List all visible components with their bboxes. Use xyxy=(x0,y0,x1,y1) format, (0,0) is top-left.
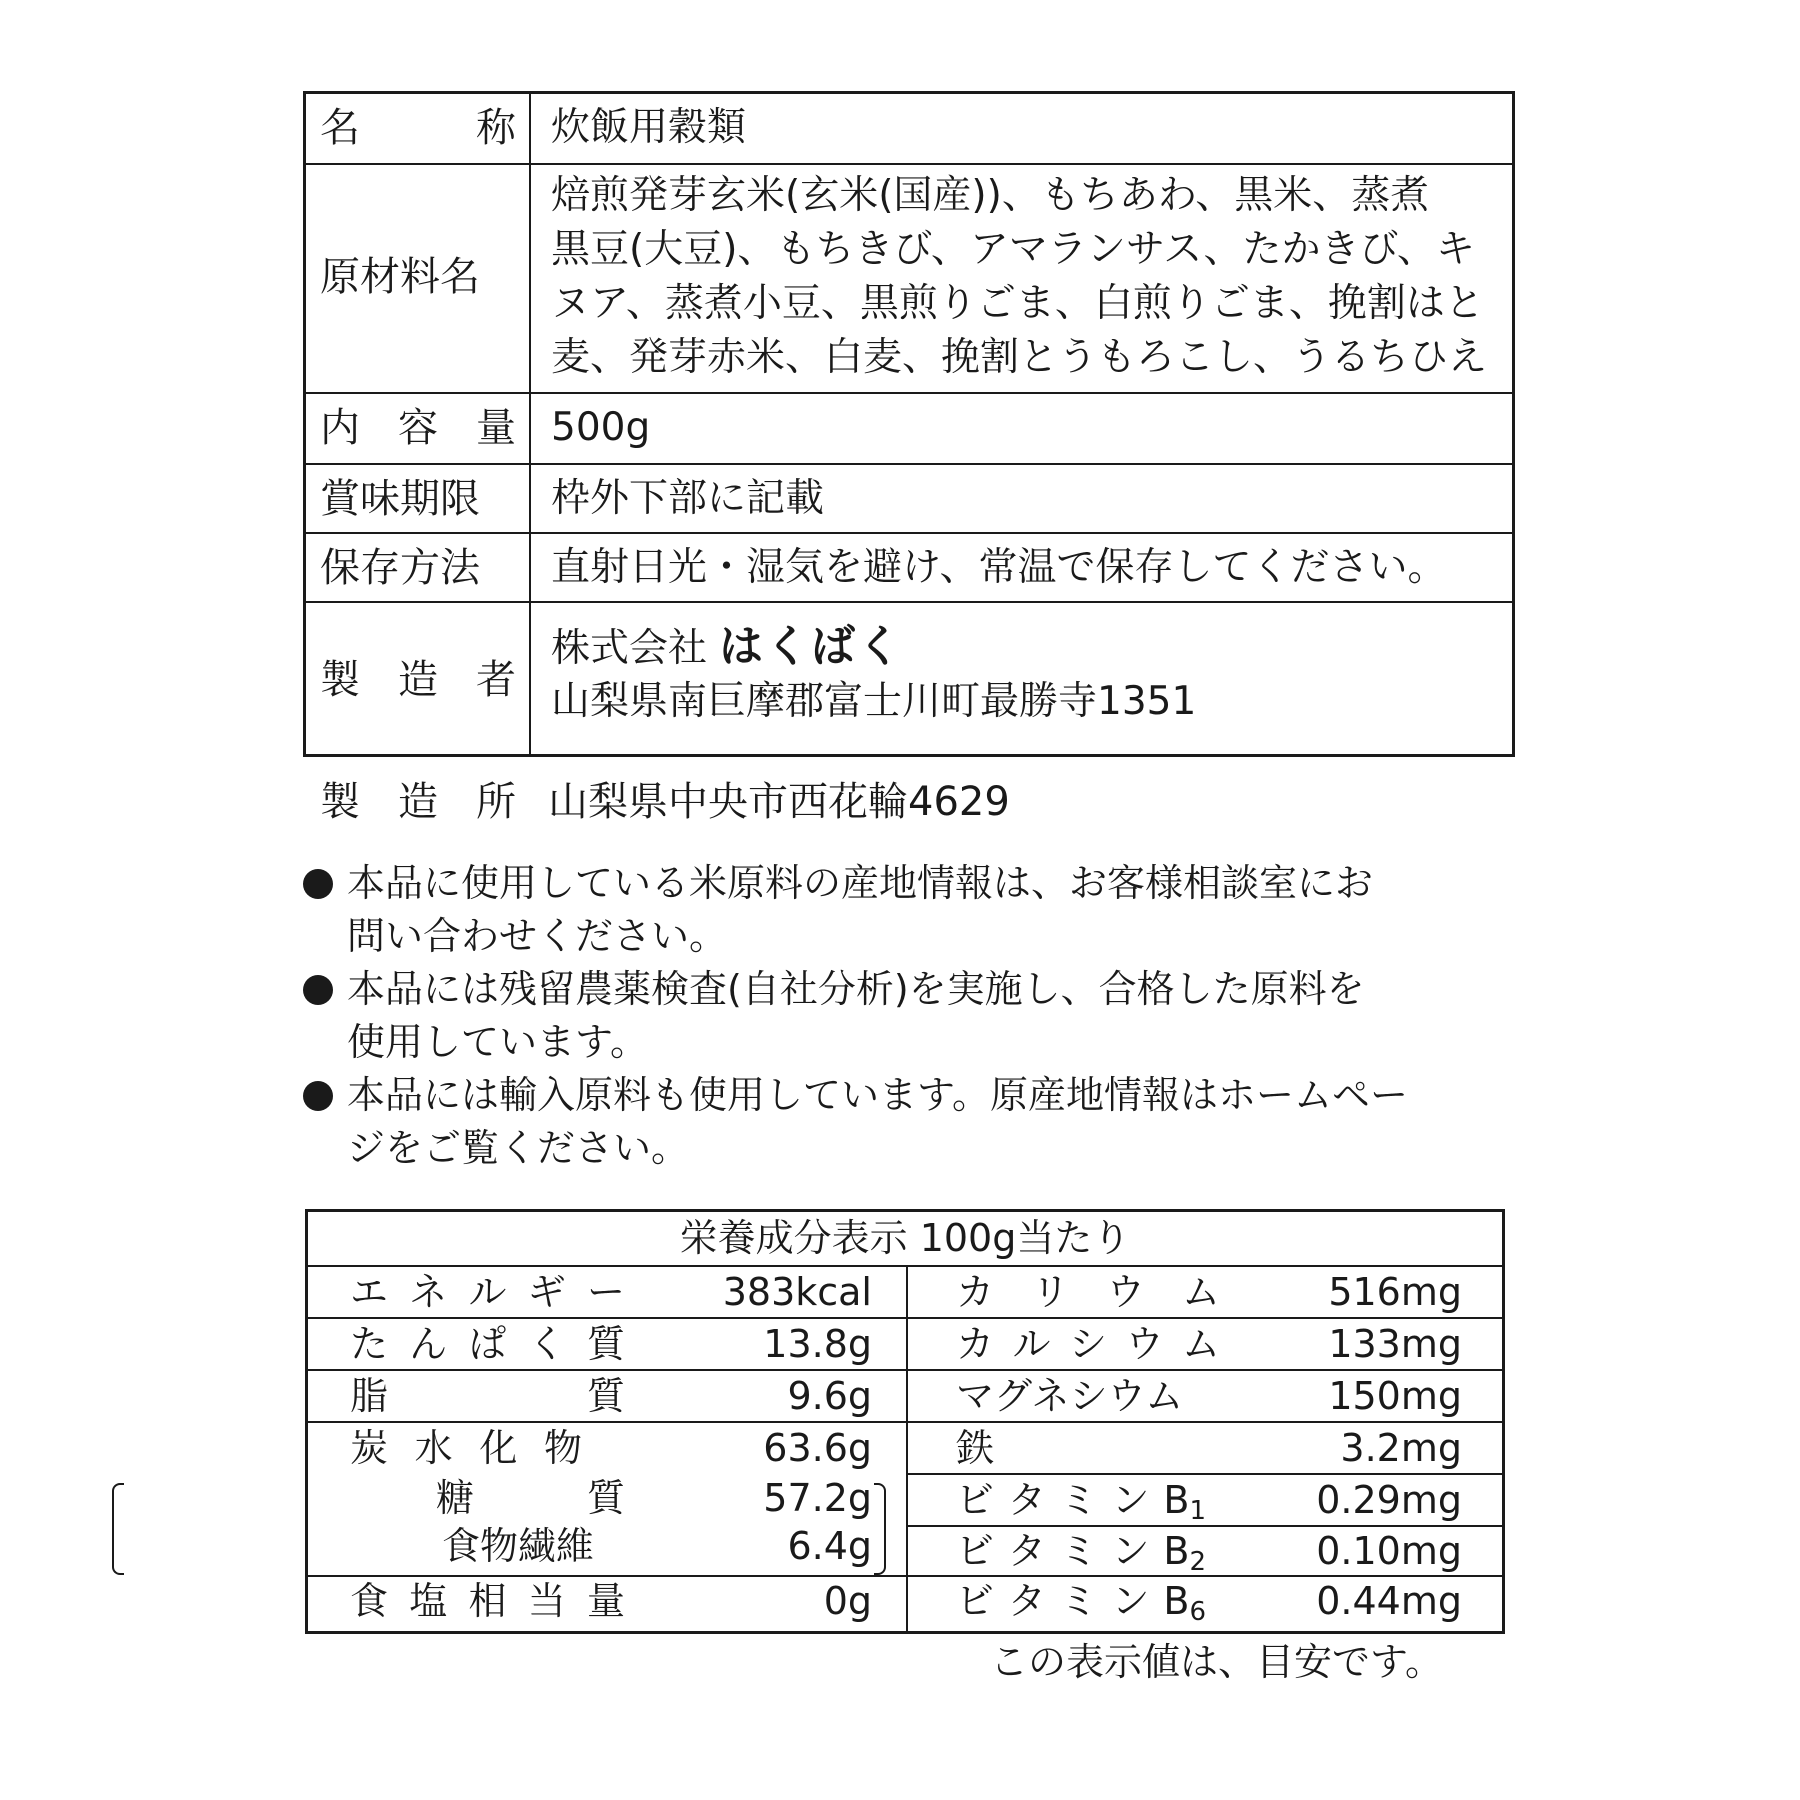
bullet-icon xyxy=(303,975,333,1005)
nutrient-label-vitamin-b1: ビ タ ミ ン $B_1$ xyxy=(956,1478,1206,1526)
nutrient-value-vitamin-b2: 0.10mg xyxy=(1316,1529,1462,1573)
bracket-left xyxy=(112,1483,124,1575)
label-table xyxy=(303,91,1515,757)
nutrient-label-energy: エ ネ ル ギ ー xyxy=(350,1270,625,1314)
nutrient-label-magnesium: マグネシウム xyxy=(956,1374,1184,1418)
nutrient-label-calcium: カ ル シ ウ ム xyxy=(956,1322,1220,1366)
note-item xyxy=(303,963,1523,1069)
row-divider xyxy=(906,1473,1502,1475)
note-line: ジをご覧ください。 xyxy=(347,1126,690,1170)
label-name: 名 称 xyxy=(320,105,516,151)
brand-logo: はくばく xyxy=(719,621,904,672)
factory-label: 製 造 所 xyxy=(320,779,516,825)
value-maker-address: 山梨県南巨摩郡富士川町最勝寺1351 xyxy=(551,679,1197,724)
value-storage: 直射日光・湿気を避け、常温で保存してください。 xyxy=(551,545,1447,590)
bracket-right xyxy=(874,1483,886,1575)
row-divider xyxy=(308,1421,1502,1423)
nutrient-value-salt: 0g xyxy=(823,1579,872,1623)
nutrient-value-vitamin-b1: 0.29mg xyxy=(1316,1478,1462,1522)
nutrient-label-fat: 脂 質 xyxy=(350,1374,625,1418)
factory-address: 山梨県中央市西花輪4629 xyxy=(548,779,1010,825)
nutrient-value-calcium: 133mg xyxy=(1328,1322,1462,1366)
ingredients-line: 黒豆(大豆)、もちきび、アマランサス、たかきび、キ xyxy=(551,227,1475,272)
company-type: 株式会社 xyxy=(551,626,708,671)
nutrient-label-sugar: 糖 質 xyxy=(436,1476,625,1520)
bullet-icon xyxy=(303,869,333,899)
nutrient-label-carbs: 炭 水 化 物 xyxy=(350,1426,582,1470)
nutrient-value-iron: 3.2mg xyxy=(1340,1426,1462,1470)
nutrient-value-potassium: 516mg xyxy=(1328,1270,1462,1314)
value-ingredients xyxy=(551,169,1498,385)
nutrient-label-vitamin-b6: ビ タ ミ ン $B_6$ xyxy=(956,1579,1206,1627)
row-storage xyxy=(306,534,1512,603)
row-divider xyxy=(308,1369,1502,1371)
nutrient-value-vitamin-b6: 0.44mg xyxy=(1316,1579,1462,1623)
nutrition-footnote: この表示値は、目安です。 xyxy=(990,1640,1443,1684)
row-divider xyxy=(308,1317,1502,1319)
nutrient-label-vitamin-b2: ビ タ ミ ン $B_2$ xyxy=(956,1529,1206,1577)
bullet-icon xyxy=(303,1081,333,1111)
row-ingredients xyxy=(306,165,1512,394)
ingredients-line: 麦、発芽赤米、白麦、挽割とうもろこし、うるちひえ xyxy=(551,335,1488,380)
note-line: 使用しています。 xyxy=(347,1020,648,1064)
nutrient-value-magnesium: 150mg xyxy=(1328,1374,1462,1418)
nutrition-table xyxy=(305,1209,1505,1634)
row-name xyxy=(306,94,1512,165)
row-best-before xyxy=(306,465,1512,534)
nutrient-value-energy: 383kcal xyxy=(722,1270,872,1314)
label-ingredients: 原材料名 xyxy=(320,254,480,300)
ingredients-line: ヌア、蒸煮小豆、黒煎りごま、白煎りごま、挽割はと xyxy=(551,281,1484,326)
label-content: 内 容 量 xyxy=(320,405,516,451)
note-item xyxy=(303,857,1523,963)
nutrient-value-fat: 9.6g xyxy=(787,1374,872,1418)
note-item xyxy=(303,1069,1523,1175)
ingredients-line: 焙煎発芽玄米(玄米(国産))、もちあわ、黒米、蒸煮 xyxy=(551,173,1430,218)
nutrition-title: 栄養成分表示 100g当たり xyxy=(308,1212,1502,1267)
nutrient-value-carbs: 63.6g xyxy=(763,1426,872,1470)
value-content: 500g xyxy=(551,405,651,450)
label-best-before: 賞味期限 xyxy=(320,476,480,522)
row-maker xyxy=(306,603,1512,757)
nutrient-label-fiber: 食物繊維 xyxy=(442,1524,595,1568)
nutrient-label-potassium: カ リ ウ ム xyxy=(956,1270,1220,1314)
label-storage: 保存方法 xyxy=(320,545,480,591)
nutrient-value-protein: 13.8g xyxy=(763,1322,872,1366)
row-content xyxy=(306,394,1512,465)
nutrient-label-protein: た ん ぱ く 質 xyxy=(350,1322,625,1366)
nutrient-value-sugar: 57.2g xyxy=(763,1476,872,1520)
note-line: 本品には残留農薬検査(自社分析)を実施し、合格した原料を xyxy=(347,967,1365,1011)
nutrient-label-salt: 食 塩 相 当 量 xyxy=(350,1579,625,1623)
value-maker-company xyxy=(551,623,1498,673)
label-maker: 製 造 者 xyxy=(320,657,516,703)
nutrient-label-iron: 鉄 xyxy=(956,1426,995,1470)
note-line: 本品に使用している米原料の産地情報は、お客様相談室にお xyxy=(347,861,1374,905)
note-line: 本品には輸入原料も使用しています。原産地情報はホームペー xyxy=(347,1073,1408,1117)
nutrient-value-fiber: 6.4g xyxy=(787,1524,872,1568)
note-line: 問い合わせください。 xyxy=(347,914,728,958)
value-name: 炊飯用穀類 xyxy=(551,105,747,150)
value-best-before: 枠外下部に記載 xyxy=(551,476,825,521)
